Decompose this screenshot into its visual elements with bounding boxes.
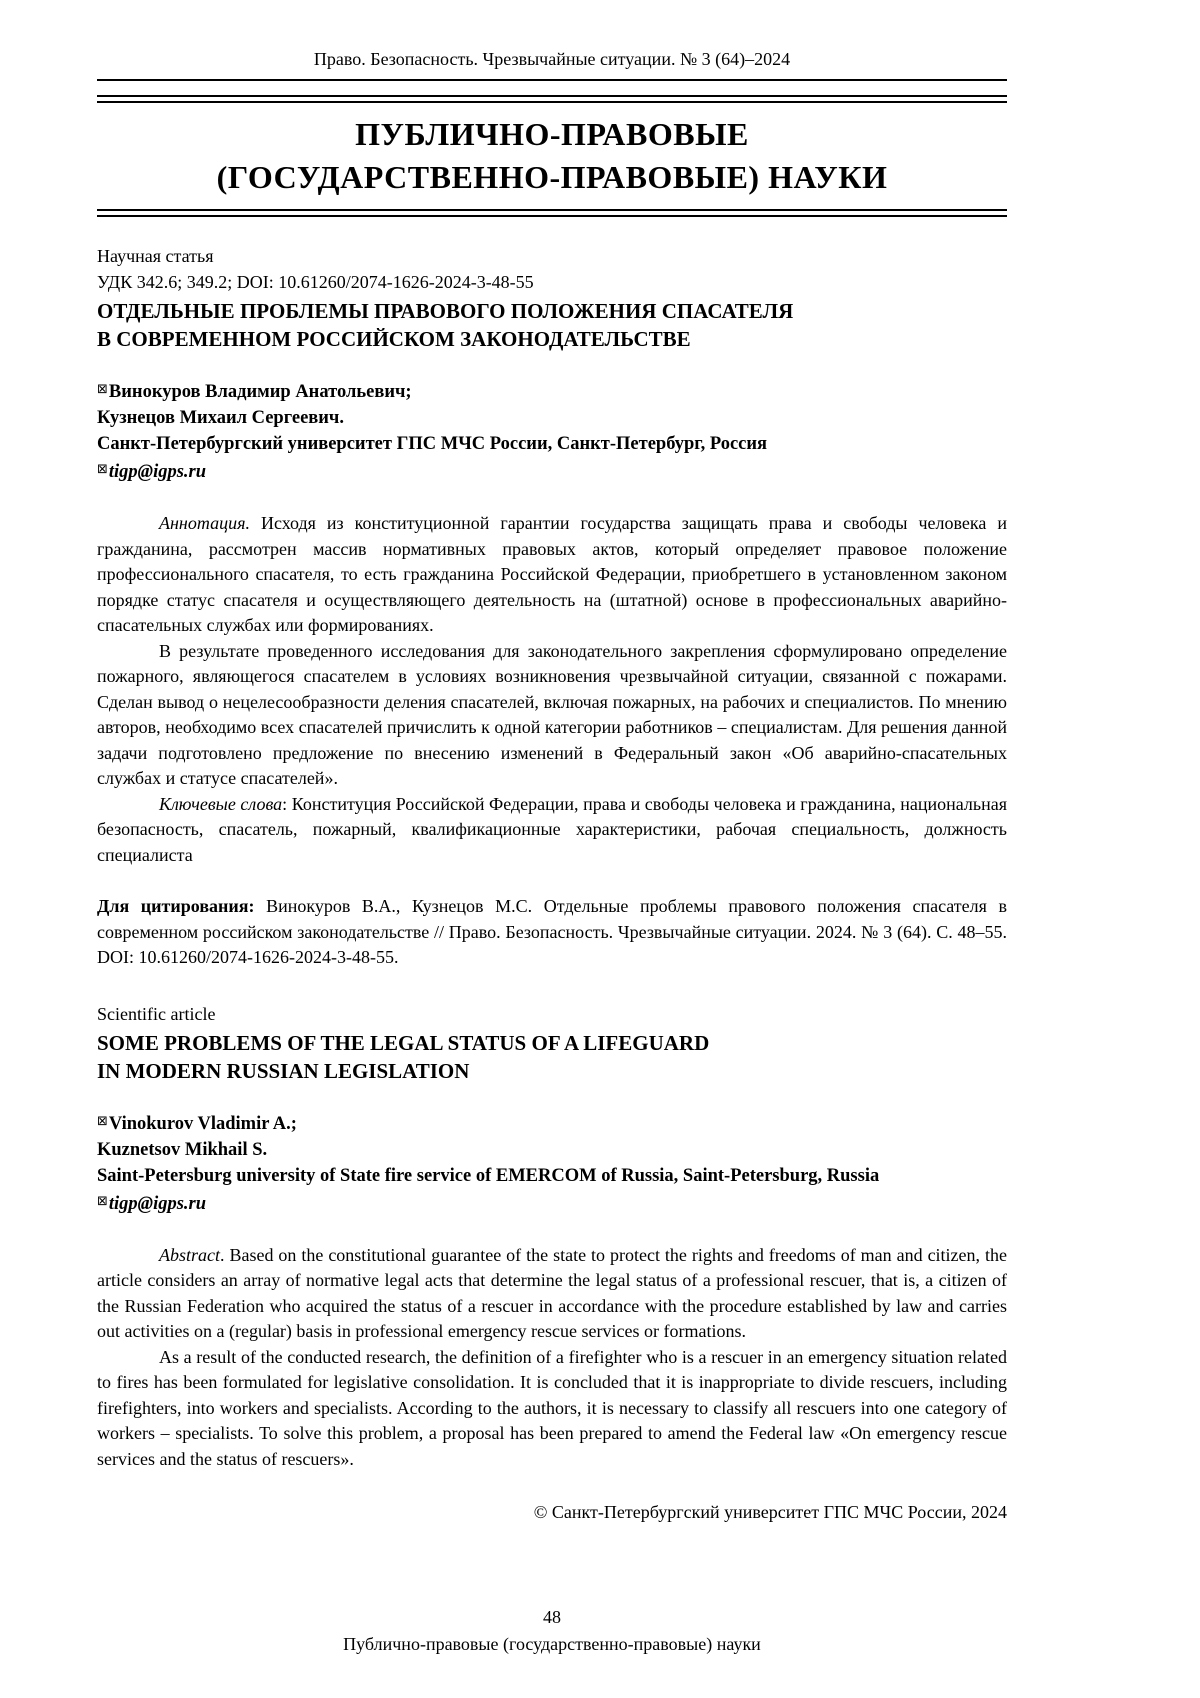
- section-title-line1: ПУБЛИЧНО-ПРАВОВЫЕ: [355, 116, 749, 152]
- header-rule: [97, 79, 1007, 81]
- abstract-label-ru: Аннотация.: [159, 513, 250, 533]
- author-line: [97, 1109, 1007, 1137]
- authors-en: [97, 1109, 1007, 1217]
- banner-top-rule: [97, 95, 1007, 103]
- page-footer: [97, 1604, 1007, 1658]
- affiliation-en: Saint-Petersburg university of State fire service of EMERCOM of Russia, Saint-Petersburg, Russia: [97, 1165, 880, 1186]
- author-name-en-2: Kuznetsov Mikhail S.: [97, 1139, 268, 1160]
- section-banner: [97, 95, 1007, 217]
- running-title-footer: Публично-правовые (государственно-правовые) науки: [343, 1634, 761, 1654]
- article-title-ru-line2: В СОВРЕМЕННОМ РОССИЙСКОМ ЗАКОНОДАТЕЛЬСТВЕ: [97, 327, 691, 351]
- section-title-line2: (ГОСУДАРСТВЕННО-ПРАВОВЫЕ) НАУКИ: [216, 159, 888, 195]
- abstract-en-p1-text: . Based on the constitutional guarantee of the state to protect the rights and freedoms of man and citizen, the article considers an array of normative legal acts that determine the legal status of a professional rescuer, that is, a citizen of the Russian Federation who acquired the status of a rescuer in accordance with the procedure established by law and carries out activities on a (regular) basis in professional emergency rescue services or formations.: [97, 1244, 1007, 1341]
- envelope-icon: ⊠: [97, 382, 108, 397]
- email-line: [97, 1189, 1007, 1217]
- author-name-ru-2: Кузнецов Михаил Сергеевич.: [97, 408, 344, 428]
- email-en: tigp@igps.ru: [108, 1193, 207, 1214]
- author-name-en-1: Vinokurov Vladimir A.;: [108, 1113, 297, 1134]
- citation-text: Винокуров В.А., Кузнецов М.С. Отдельные проблемы правового положения спасателя в современном российском законодательстве // Право. Безопасность. Чрезвычайные ситуации. 2024. № 3 (64). С. 48–55. DOI: 10.61260/2074-1626-2024-3-48-55.: [97, 896, 1007, 967]
- abstract-ru: [97, 511, 1007, 868]
- journal-running-head: Право. Безопасность. Чрезвычайные ситуации. № 3 (64)–2024: [313, 49, 791, 69]
- keywords-ru: [97, 792, 1007, 869]
- abstract-ru-paragraph-2: В результате проведенного исследования для законодательного закрепления сформулировано определение пожарного, являющегося спасателем в условиях возникновения чрезвычайной ситуации, связанной с пожарами. Сделан вывод о нецелесообразности деления спасателей, включая пожарных, на рабочих и специалистов. По мнению авторов, необходимо всех спасателей причислить к одной категории работников – специалистам. Для решения данной задачи подготовлено предложение по внесению изменений в Федеральный закон «Об аварийно-спасательных службах и статусе спасателей».: [97, 640, 1007, 788]
- article-title-en: [97, 1029, 1007, 1085]
- envelope-icon: ⊠: [97, 1113, 108, 1129]
- article-meta-en: [97, 1001, 1007, 1085]
- citation-block: [97, 894, 1007, 971]
- keywords-label-ru: Ключевые слова: [159, 793, 283, 814]
- article-meta-ru: [97, 243, 1007, 353]
- section-title: [97, 103, 1007, 209]
- abstract-en-paragraph-2: As a result of the conducted research, the definition of a firefighter who is a rescuer in an emergency situation related to fires has been formulated for legislative consolidation. It is concluded that it is inappropriate to divide rescuers, including firefighters, into workers and specialists. According to the authors, it is necessary to classify all rescuers into one category of workers – specialists. To solve this problem, a proposal has been prepared to amend the Federal law «On emergency rescue services and the status of rescuers».: [97, 1346, 1007, 1469]
- envelope-icon: ⊠: [97, 1193, 108, 1209]
- email-ru: tigp@igps.ru: [108, 462, 207, 482]
- citation-paragraph: [97, 894, 1007, 971]
- article-type-ru: Научная статья: [97, 246, 214, 266]
- article-title-en-line1: SOME PROBLEMS OF THE LEGAL STATUS OF A LIFEGUARD: [97, 1030, 710, 1055]
- abstract-en: [97, 1243, 1007, 1473]
- envelope-icon: ⊠: [97, 462, 108, 477]
- banner-bottom-rule: [97, 209, 1007, 217]
- article-type-en: Scientific article: [97, 1003, 216, 1024]
- copyright-line: © Санкт-Петербургский университет ГПС МЧС России, 2024: [533, 1502, 1007, 1522]
- article-title-ru: [97, 297, 1007, 353]
- udc-doi-line: УДК 342.6; 349.2; DOI: 10.61260/2074-1626-2024-3-48-55: [97, 272, 534, 292]
- authors-ru: [97, 377, 1007, 485]
- email-line: [97, 457, 1007, 485]
- abstract-ru-paragraph-1: [97, 511, 1007, 639]
- abstract-en-paragraph-1: [97, 1243, 1007, 1345]
- abstract-ru-p1-text: Исходя из конституционной гарантии государства защищать права и свободы человека и гражданина, рассмотрен массив нормативных правовых актов, который определяет правовое положение профессионального спасателя, то есть гражданина Российской Федерации, приобретшего в установленном законом порядке статус спасателя и осуществляющего деятельность на (штатной) основе в профессиональных аварийно-спасательных службах или формированиях.: [97, 513, 1007, 635]
- author-name-ru-1: Винокуров Владимир Анатольевич;: [108, 382, 412, 402]
- article-title-ru-line1: ОТДЕЛЬНЫЕ ПРОБЛЕМЫ ПРАВОВОГО ПОЛОЖЕНИЯ СПАСАТЕЛЯ: [97, 299, 794, 323]
- author-line: [97, 377, 1007, 405]
- affiliation-ru: Санкт-Петербургский университет ГПС МЧС России, Санкт-Петербург, Россия: [97, 434, 768, 454]
- abstract-label-en: Abstract: [159, 1244, 220, 1265]
- article-title-en-line2: IN MODERN RUSSIAN LEGISLATION: [97, 1058, 470, 1083]
- page-header: [97, 48, 1007, 81]
- page-number: 48: [543, 1607, 561, 1627]
- author-line: [97, 1137, 1007, 1163]
- author-line: [97, 405, 1007, 431]
- keywords-ru-text: : Конституция Российской Федерации, права и свободы человека и гражданина, национальная безопасность, спасатель, пожарный, квалификационные характеристики, рабочая специальность, должность специалиста: [97, 793, 1008, 865]
- citation-label: Для цитирования:: [97, 896, 255, 916]
